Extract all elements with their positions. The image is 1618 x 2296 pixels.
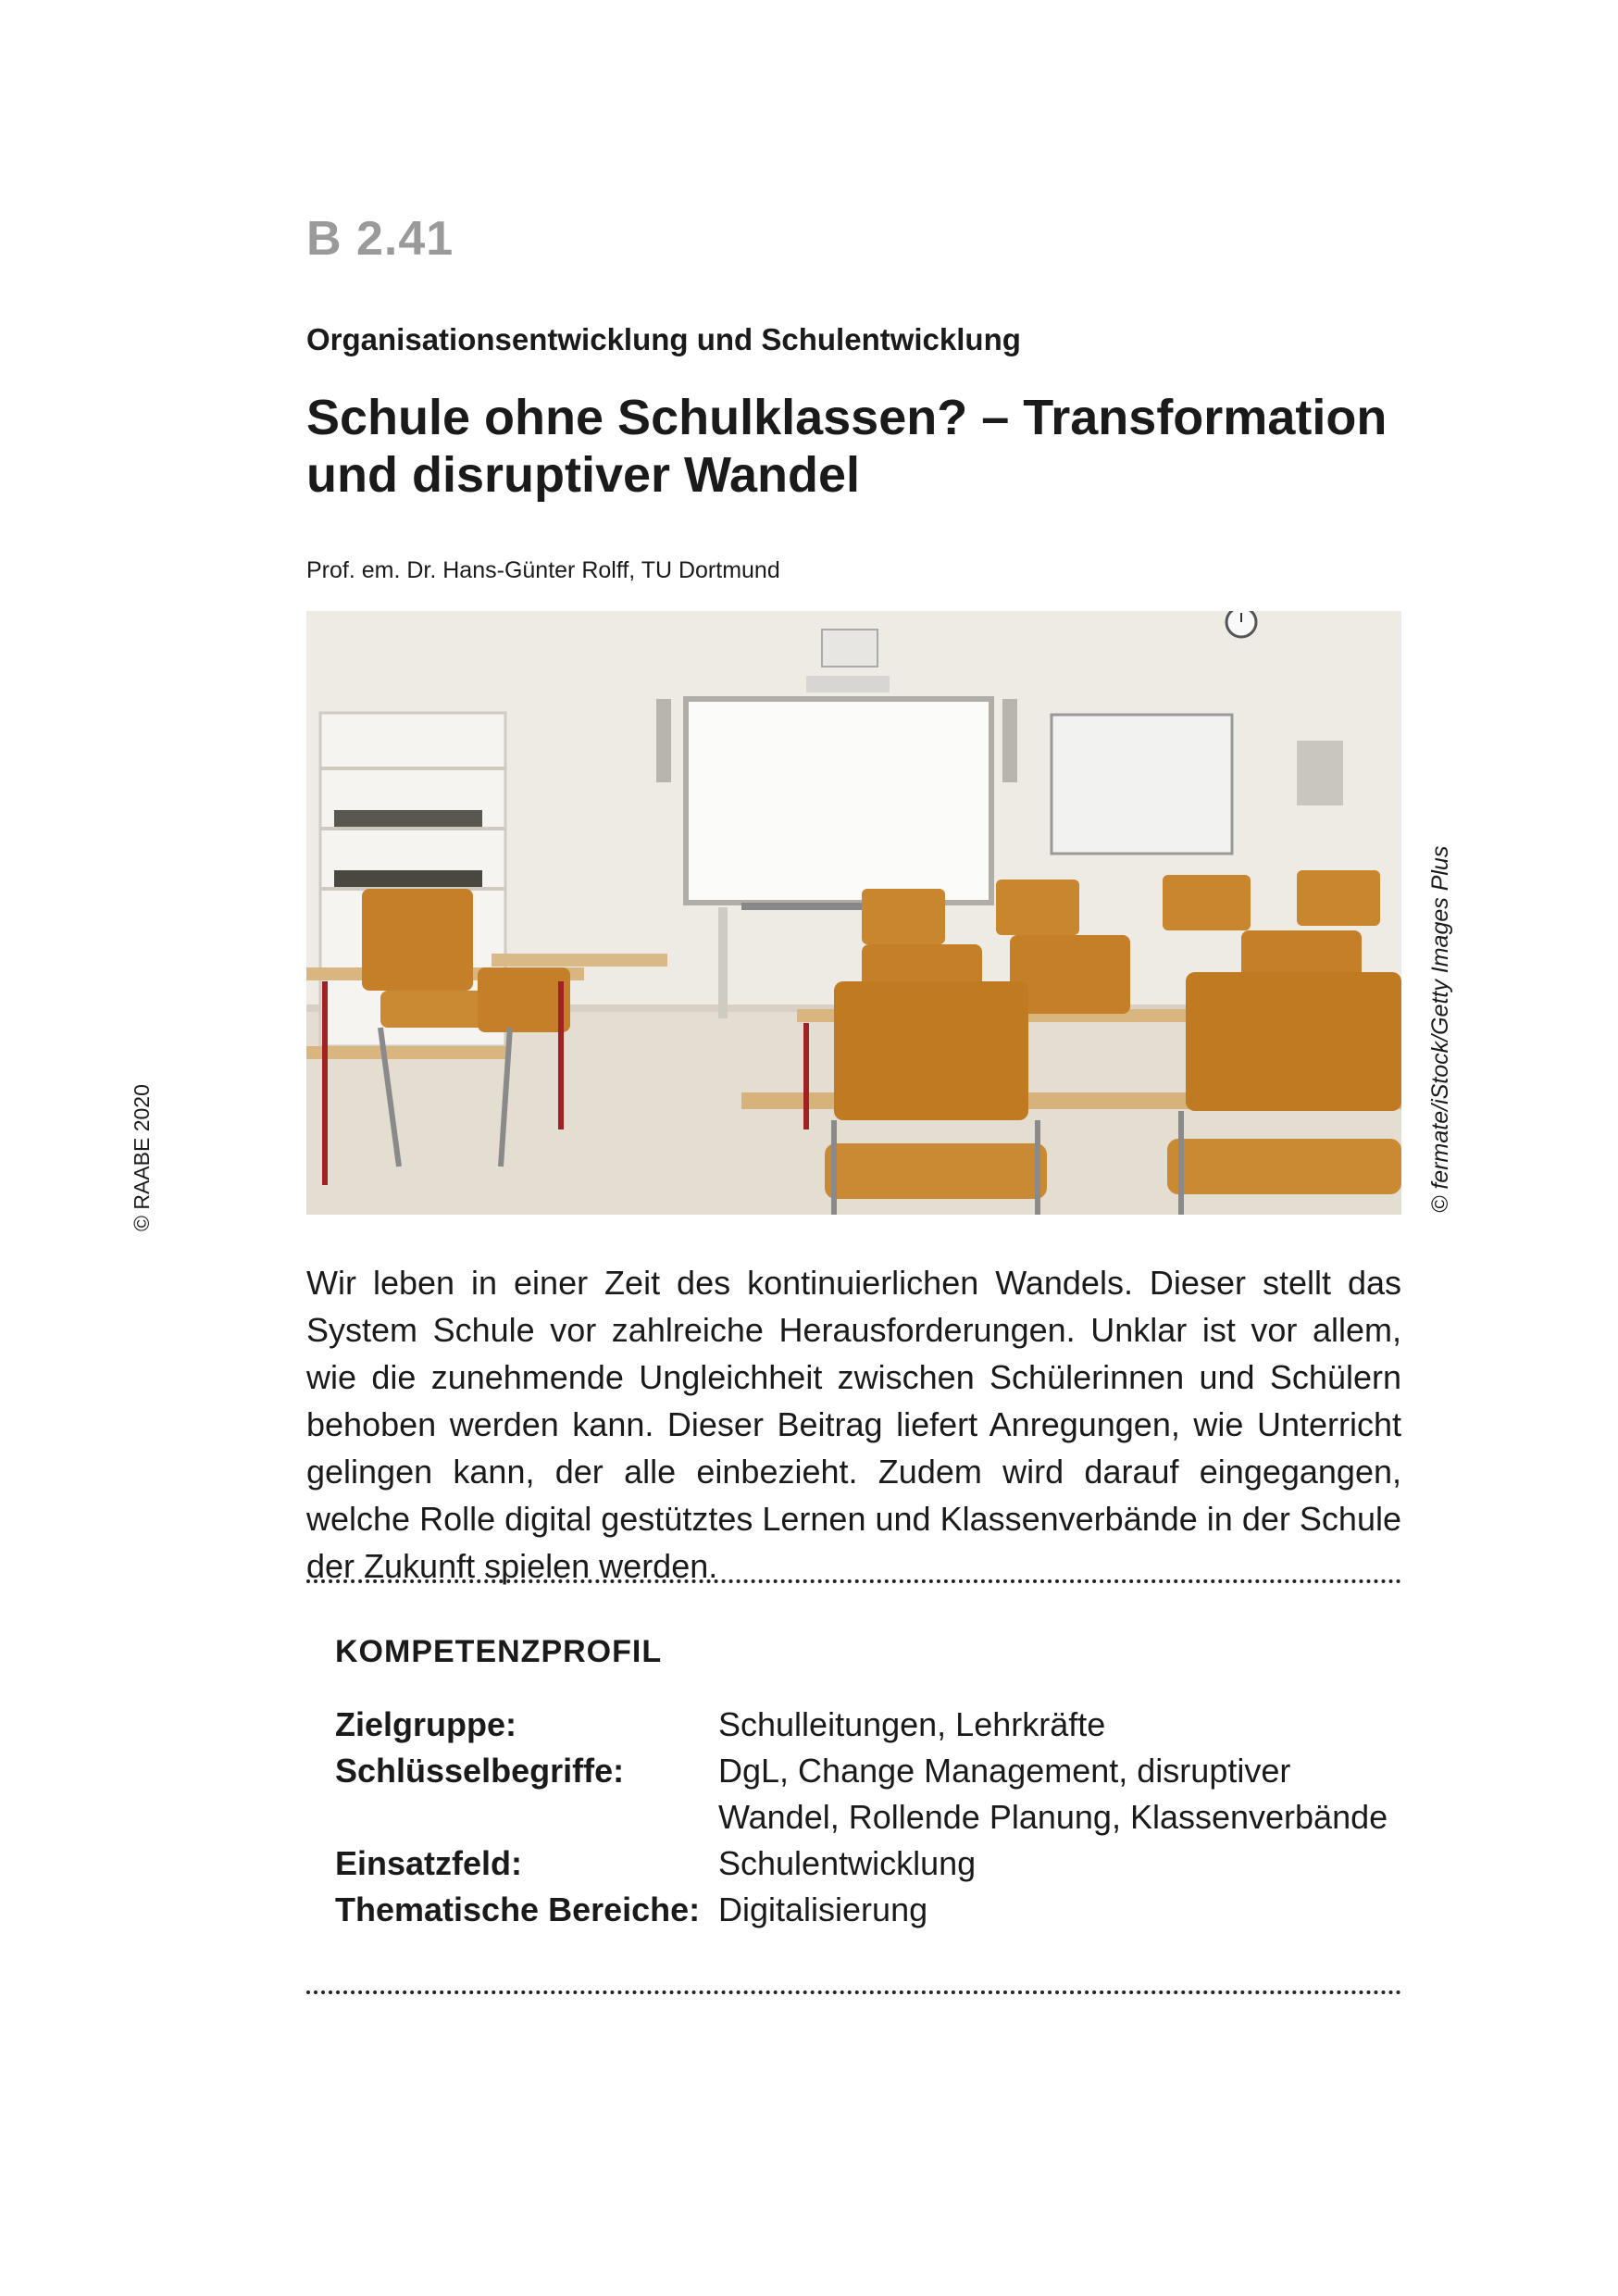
kp-label: Einsatzfeld: <box>335 1844 523 1882</box>
document-code: B 2.41 <box>306 212 454 266</box>
photo-credit: © fermate/iStock/Getty Images Plus <box>1427 845 1453 1213</box>
kp-value: Digitalisierung <box>718 1890 928 1928</box>
kp-row-schluesselbegriffe <box>335 1748 1403 1841</box>
dotted-divider-bottom <box>306 1990 1401 1994</box>
kp-row-einsatzfeld <box>335 1841 1403 1887</box>
title-line-2: und disruptiver Wandel <box>306 447 861 503</box>
dotted-divider-top <box>306 1579 1401 1583</box>
kp-label: Zielgruppe: <box>335 1705 517 1743</box>
kp-label: Schlüsselbegriffe: <box>335 1752 625 1790</box>
section-heading: Organisationsentwicklung und Schulentwicklung <box>306 322 1021 356</box>
kp-value: Schulentwicklung <box>718 1844 977 1882</box>
kp-value: DgL, Change Management, disruptiver Wandel, Rollende Planung, Klassenverbände <box>718 1752 1388 1836</box>
classroom-photo <box>306 611 1401 1215</box>
intro-paragraph: Wir leben in einer Zeit des kontinuierlichen Wandels. Dieser stellt das System Schule vor zahlreiche Herausforderungen. Unklar ist vor allem, wie die zunehmende Ungleichheit zwischen Schülerinnen und Schülern behoben werden kann. Dieser Beitrag liefert Anregungen, wie Unterricht gelingen kann, der alle einbezieht. Zudem wird darauf eingegangen, welche Rolle digital gestütztes Lernen und Klassenverbände in der Schule der Zukunft spielen werden. <box>306 1264 1401 1585</box>
side-copyright: © RAABE 2020 <box>130 1084 154 1231</box>
title-line-1: Schule ohne Schulklassen? – Transformation <box>306 390 1388 445</box>
kompetenzprofil-table <box>335 1702 1403 1933</box>
author-line: Prof. em. Dr. Hans-Günter Rolff, TU Dortmund <box>306 557 780 583</box>
kp-value: Schulleitungen, Lehrkräfte <box>718 1705 1106 1743</box>
kp-row-thematische-bereiche <box>335 1887 1403 1933</box>
kp-row-zielgruppe <box>335 1702 1403 1748</box>
kompetenzprofil-heading: KOMPETENZPROFIL <box>335 1634 663 1669</box>
document-title <box>306 389 1417 504</box>
kp-label: Thematische Bereiche: <box>335 1890 701 1928</box>
